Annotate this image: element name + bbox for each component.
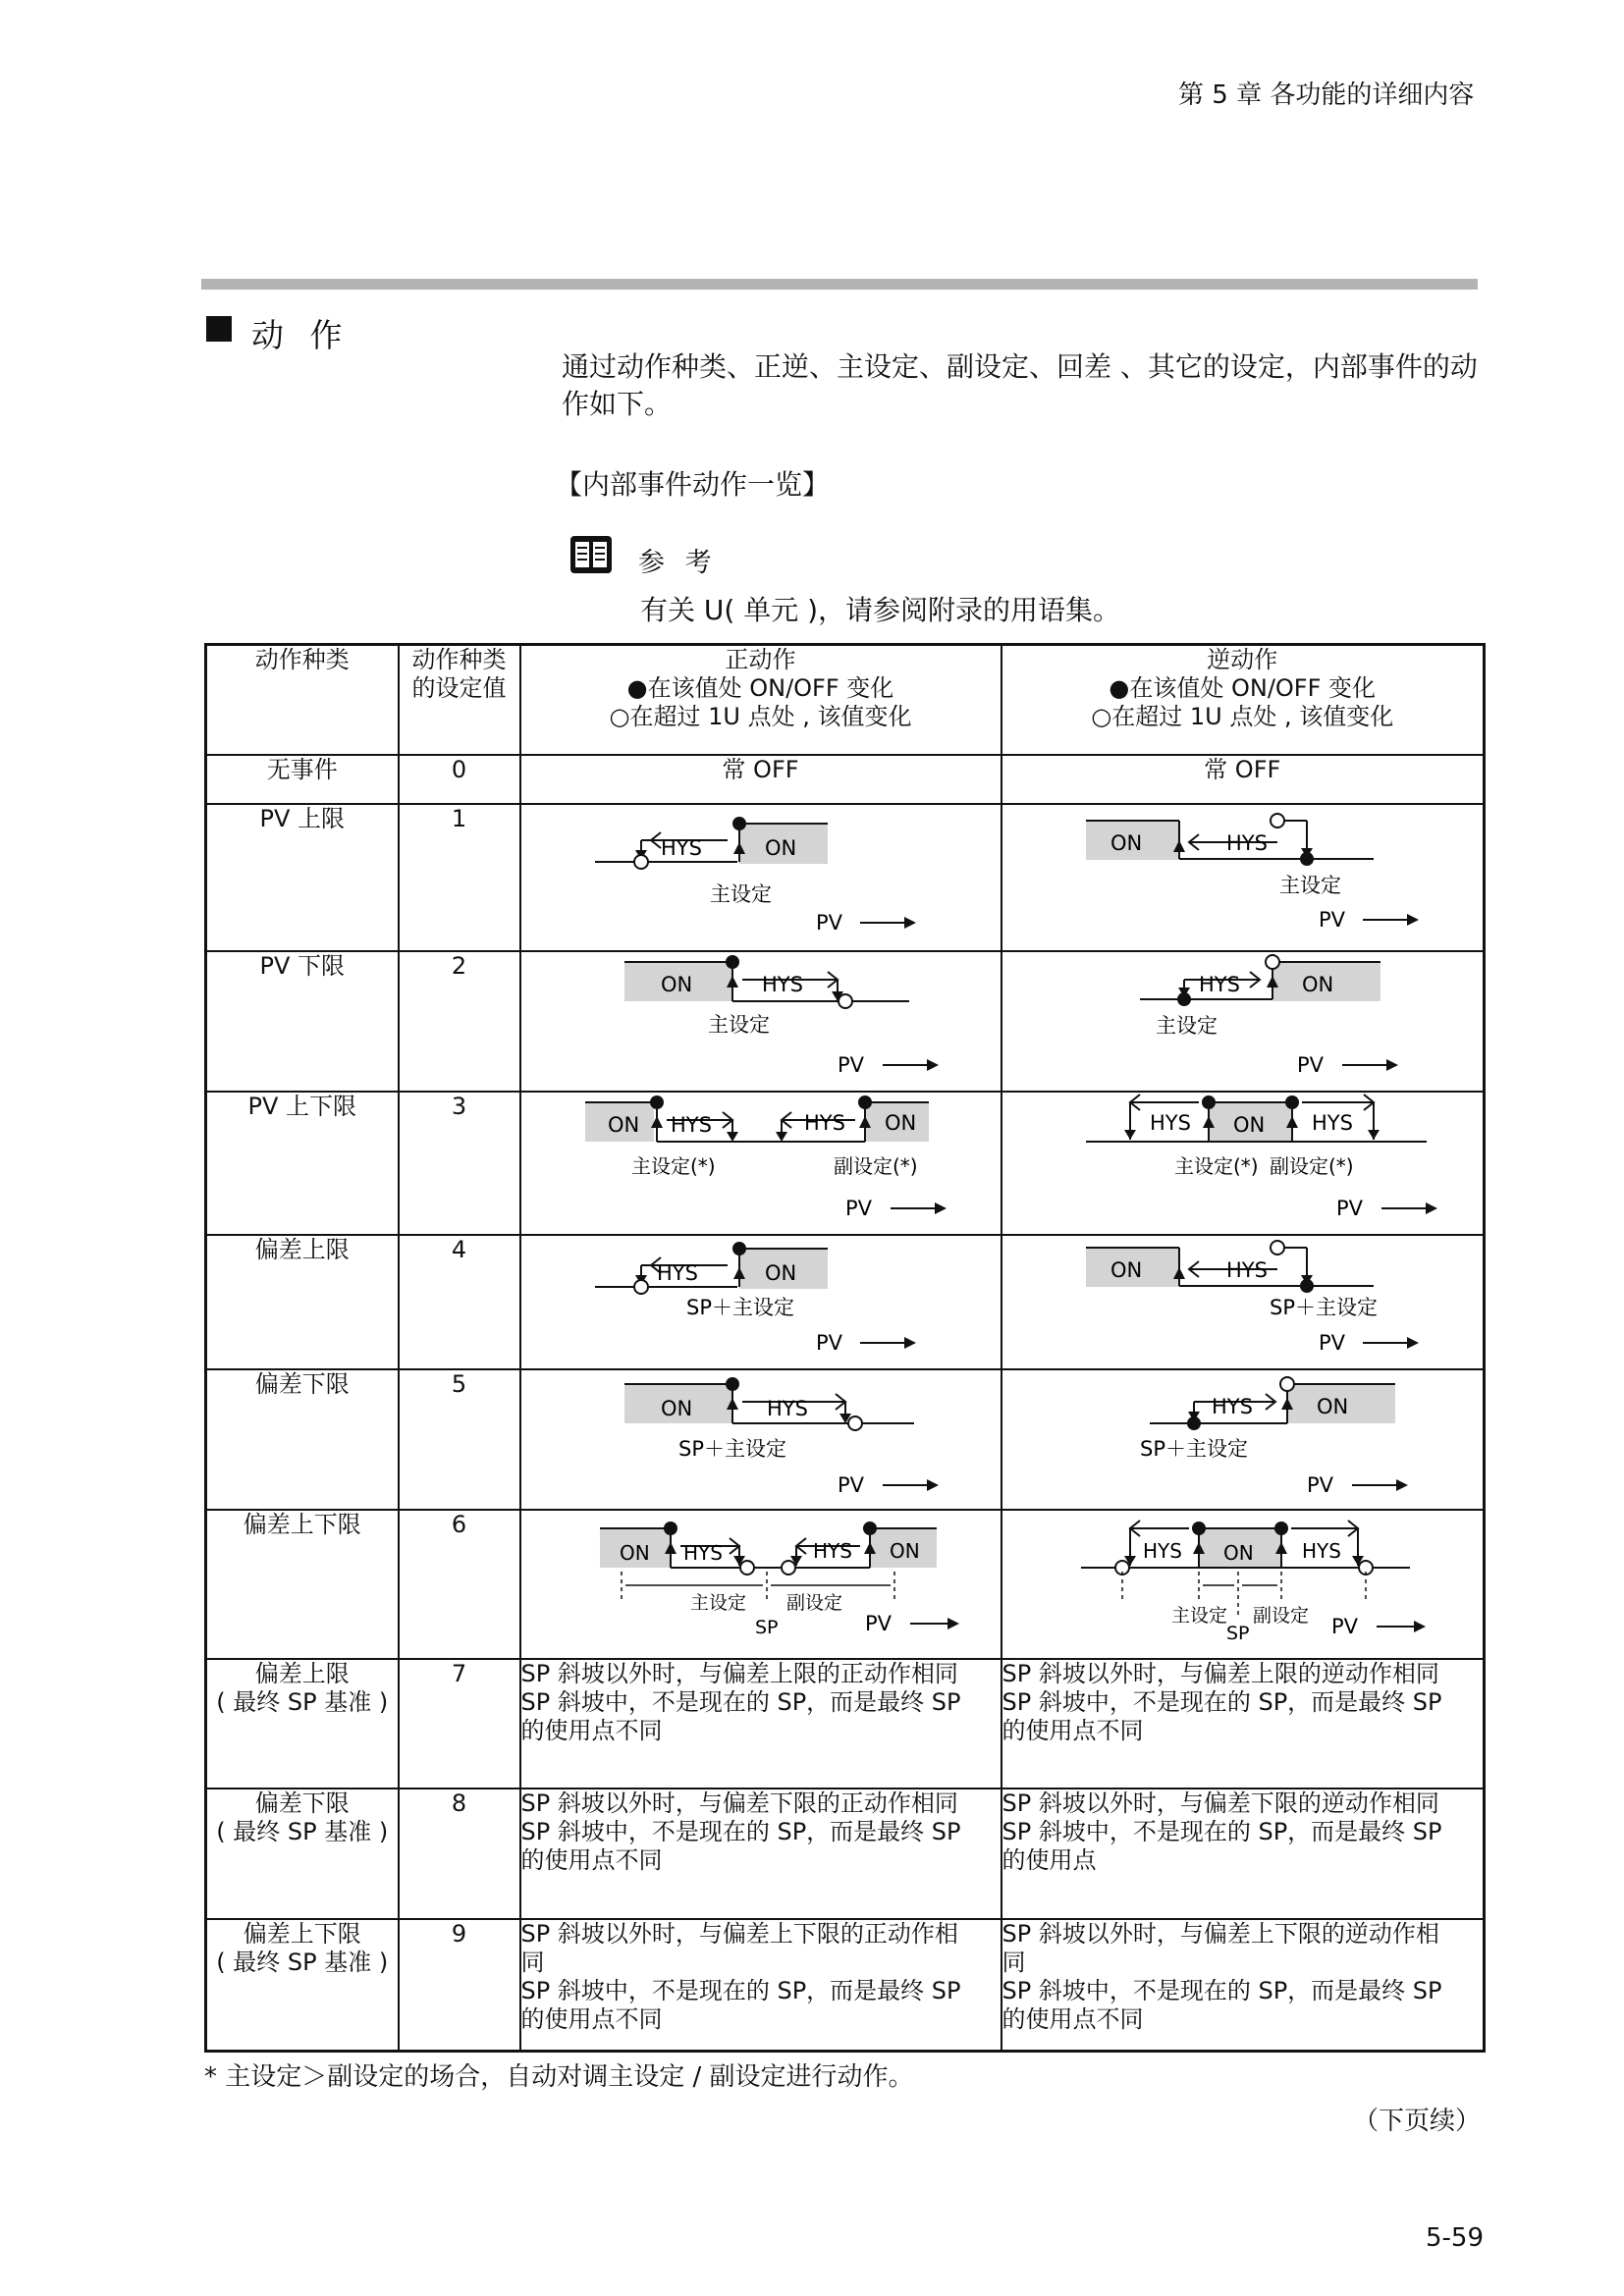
continued-note: （下页续）	[1353, 2107, 1482, 2136]
header-action-type: 动作种类	[206, 645, 399, 756]
sub-set-label: 副设定	[1252, 1604, 1309, 1627]
text-line: 同	[1001, 1948, 1026, 1976]
table-heading: 【内部事件动作一览】	[555, 468, 831, 501]
on-label: ON	[764, 836, 796, 861]
on-label: ON	[607, 1112, 639, 1137]
text-line: 的使用点不同	[1001, 1717, 1144, 1745]
on-label: ON	[764, 1261, 796, 1286]
on-label: ON	[884, 1110, 916, 1135]
main-set-label: 主设定	[1155, 1014, 1218, 1038]
diagram-direct-pv-low	[520, 951, 1001, 1092]
text-line: 的使用点	[1001, 1846, 1097, 1875]
text-line: SP 斜坡以外时，与偏差下限的逆动作相同	[1001, 1789, 1439, 1818]
book-icon	[569, 535, 613, 574]
direct-note-1: ●在该值处 ON/OFF 变化	[626, 674, 894, 702]
main-set-label: 主设定	[709, 882, 772, 907]
hys-label: HYS	[670, 1112, 712, 1137]
on-label: ON	[889, 1538, 920, 1563]
pv-label: PV	[815, 911, 842, 935]
row-value: 5	[399, 1369, 520, 1510]
text-line: SP 斜坡中，不是现在的 SP，而是最终 SP	[520, 1976, 961, 2004]
hys-label: HYS	[1225, 831, 1268, 856]
row-value: 6	[399, 1510, 520, 1660]
sp-main-label: SP＋主设定	[1269, 1296, 1378, 1320]
table-row	[206, 1235, 1485, 1369]
pv-label: PV	[815, 1331, 842, 1356]
main-set-star-label: 主设定(*)	[1173, 1153, 1259, 1178]
table-row	[206, 951, 1485, 1092]
text-line: SP 斜坡以外时，与偏差上下限的正动作相	[520, 1919, 958, 1948]
hys-label: HYS	[1198, 973, 1240, 996]
row-name	[206, 1659, 399, 1789]
row-name: PV 下限	[206, 951, 399, 1092]
row-name-line2: ( 最终 SP 基准 )	[216, 1948, 389, 1976]
row-name-line2: ( 最终 SP 基准 )	[216, 1818, 389, 1846]
diagram-reverse-pv-low	[1001, 951, 1485, 1092]
row-direct-text	[520, 1789, 1001, 1919]
diagram-reverse-dev-high-low	[1001, 1510, 1485, 1660]
on-label: ON	[660, 1397, 692, 1421]
text-line: SP 斜坡以外时，与偏差上限的正动作相同	[520, 1660, 958, 1688]
table-row	[206, 1789, 1485, 1919]
row-value: 1	[399, 804, 520, 951]
hys-label: HYS	[803, 1110, 845, 1135]
footnote: * 主设定＞副设定的场合，自动对调主设定 / 副设定进行动作。	[204, 2062, 914, 2092]
row-reverse-text: 常 OFF	[1001, 755, 1485, 804]
hys-label: HYS	[1211, 1395, 1253, 1419]
hys-label: HYS	[761, 973, 803, 996]
reference-label: 参 考	[638, 548, 718, 578]
section-square-icon	[206, 316, 232, 342]
row-direct-text	[520, 1659, 1001, 1789]
main-set-star-label: 主设定(*)	[630, 1153, 716, 1178]
sp-label: SP	[754, 1616, 779, 1638]
row-value: 2	[399, 951, 520, 1092]
pv-label: PV	[1330, 1614, 1358, 1638]
table-row	[206, 1092, 1485, 1236]
row-name: 偏差上下限	[206, 1510, 399, 1660]
text-line: SP 斜坡中，不是现在的 SP，而是最终 SP	[520, 1688, 961, 1717]
reverse-note-1: ●在该值处 ON/OFF 变化	[1109, 674, 1377, 702]
diagram-direct-dev-low	[520, 1369, 1001, 1510]
diagram-reverse-dev-high	[1001, 1235, 1485, 1369]
hys-label: HYS	[812, 1538, 852, 1563]
on-label: ON	[1301, 973, 1333, 996]
chapter-header: 第 5 章 各功能的详细内容	[1178, 80, 1475, 110]
reverse-title: 逆动作	[1207, 646, 1278, 673]
table-row	[206, 1369, 1485, 1510]
row-value: 0	[399, 755, 520, 804]
sub-set-star-label: 副设定(*)	[1269, 1153, 1354, 1178]
sp-main-label: SP＋主设定	[685, 1296, 794, 1320]
main-set-label: 主设定	[707, 1013, 770, 1037]
table-row	[206, 1919, 1485, 2052]
pv-label: PV	[837, 1053, 864, 1077]
row-value: 8	[399, 1789, 520, 1919]
row-name: 偏差上限	[206, 1235, 399, 1369]
table-row	[206, 804, 1485, 951]
sub-set-label: 副设定	[785, 1591, 842, 1614]
header-setting-value-line2: 的设定值	[411, 674, 507, 702]
main-set-label: 主设定	[1170, 1604, 1227, 1627]
table-header-row	[206, 645, 1485, 756]
direct-note-2: ○在超过 1U 点处 , 该值变化	[609, 703, 912, 730]
diagram-reverse-pv-high-low	[1001, 1092, 1485, 1236]
row-name	[206, 1919, 399, 2052]
hys-label: HYS	[1225, 1258, 1268, 1283]
text-line: 同	[520, 1948, 545, 1976]
row-name-line1: 偏差下限	[254, 1789, 350, 1818]
on-label: ON	[1110, 1258, 1142, 1283]
row-value: 3	[399, 1092, 520, 1236]
on-label: ON	[1222, 1540, 1254, 1565]
direct-title: 正动作	[725, 646, 796, 673]
table-row	[206, 1659, 1485, 1789]
section-rule	[201, 279, 1478, 290]
row-name: PV 上限	[206, 804, 399, 951]
row-name-line2: ( 最终 SP 基准 )	[216, 1688, 389, 1717]
sp-main-label: SP＋主设定	[677, 1437, 786, 1462]
diagram-direct-dev-high-low	[520, 1510, 1001, 1660]
text-line: SP 斜坡中，不是现在的 SP，而是最终 SP	[1001, 1818, 1442, 1846]
text-line: 的使用点不同	[520, 2004, 663, 2033]
pv-label: PV	[1335, 1196, 1363, 1220]
hys-label: HYS	[1149, 1110, 1191, 1135]
intro-paragraph: 通过动作种类、正逆、主设定、副设定、回差 、其它的设定，内部事件的动作如下。	[562, 350, 1478, 420]
sp-main-label: SP＋主设定	[1139, 1437, 1248, 1462]
on-label: ON	[660, 973, 692, 996]
row-direct-text	[520, 1919, 1001, 2052]
header-reverse-action	[1001, 645, 1485, 756]
row-reverse-text	[1001, 1789, 1485, 1919]
pv-label: PV	[837, 1473, 864, 1498]
diagram-reverse-pv-high	[1001, 804, 1485, 951]
pv-label: PV	[1296, 1053, 1324, 1077]
on-label: ON	[1110, 831, 1142, 856]
sub-set-star-label: 副设定(*)	[833, 1153, 918, 1178]
text-line: 的使用点不同	[520, 1846, 663, 1875]
row-name	[206, 1789, 399, 1919]
diagram-direct-dev-high	[520, 1235, 1001, 1369]
on-label: ON	[1232, 1112, 1265, 1137]
diagram-direct-pv-high	[520, 804, 1001, 951]
diagram-reverse-dev-low	[1001, 1369, 1485, 1510]
table-row	[206, 755, 1485, 804]
main-set-label: 主设定	[1278, 874, 1341, 898]
pv-label: PV	[864, 1611, 892, 1635]
row-direct-text: 常 OFF	[520, 755, 1001, 804]
text-line: SP 斜坡中，不是现在的 SP，而是最终 SP	[1001, 1976, 1442, 2004]
row-reverse-text	[1001, 1659, 1485, 1789]
section-title: 动 作	[251, 316, 351, 354]
sp-label: SP	[1225, 1622, 1250, 1644]
pv-label: PV	[1318, 908, 1345, 933]
hys-label: HYS	[1301, 1538, 1341, 1563]
internal-event-table	[204, 643, 1486, 2053]
text-line: 的使用点不同	[520, 1717, 663, 1745]
reference-text: 有关 U( 单元 )，请参阅附录的用语集。	[640, 594, 1121, 626]
row-value: 9	[399, 1919, 520, 2052]
on-label: ON	[619, 1540, 650, 1565]
header-setting-value-line1: 动作种类	[411, 646, 507, 673]
row-name: 无事件	[206, 755, 399, 804]
header-setting-value	[399, 645, 520, 756]
text-line: SP 斜坡以外时，与偏差上下限的逆动作相	[1001, 1919, 1439, 1948]
pv-label: PV	[1306, 1473, 1333, 1498]
text-line: SP 斜坡以外时，与偏差下限的正动作相同	[520, 1789, 958, 1818]
main-set-label: 主设定	[689, 1591, 746, 1614]
reverse-note-2: ○在超过 1U 点处 , 该值变化	[1091, 703, 1394, 730]
row-value: 7	[399, 1659, 520, 1789]
text-line: SP 斜坡以外时，与偏差上限的逆动作相同	[1001, 1660, 1439, 1688]
hys-label: HYS	[682, 1540, 723, 1565]
diagram-direct-pv-high-low	[520, 1092, 1001, 1236]
page-number: 5-59	[1426, 2223, 1485, 2253]
hys-label: HYS	[660, 836, 702, 861]
row-name-line1: 偏差上下限	[243, 1919, 361, 1948]
hys-label: HYS	[766, 1397, 808, 1421]
row-reverse-text	[1001, 1919, 1485, 2052]
header-direct-action	[520, 645, 1001, 756]
row-name: PV 上下限	[206, 1092, 399, 1236]
hys-label: HYS	[1142, 1538, 1182, 1563]
text-line: SP 斜坡中，不是现在的 SP，而是最终 SP	[1001, 1688, 1442, 1717]
text-line: SP 斜坡中，不是现在的 SP，而是最终 SP	[520, 1818, 961, 1846]
text-line: 的使用点不同	[1001, 2004, 1144, 2033]
pv-label: PV	[1318, 1331, 1345, 1356]
on-label: ON	[1316, 1395, 1348, 1419]
row-name-line1: 偏差上限	[254, 1660, 350, 1688]
hys-label: HYS	[1311, 1110, 1353, 1135]
row-name: 偏差下限	[206, 1369, 399, 1510]
table-row	[206, 1510, 1485, 1660]
row-value: 4	[399, 1235, 520, 1369]
hys-label: HYS	[656, 1261, 698, 1286]
pv-label: PV	[844, 1196, 872, 1220]
